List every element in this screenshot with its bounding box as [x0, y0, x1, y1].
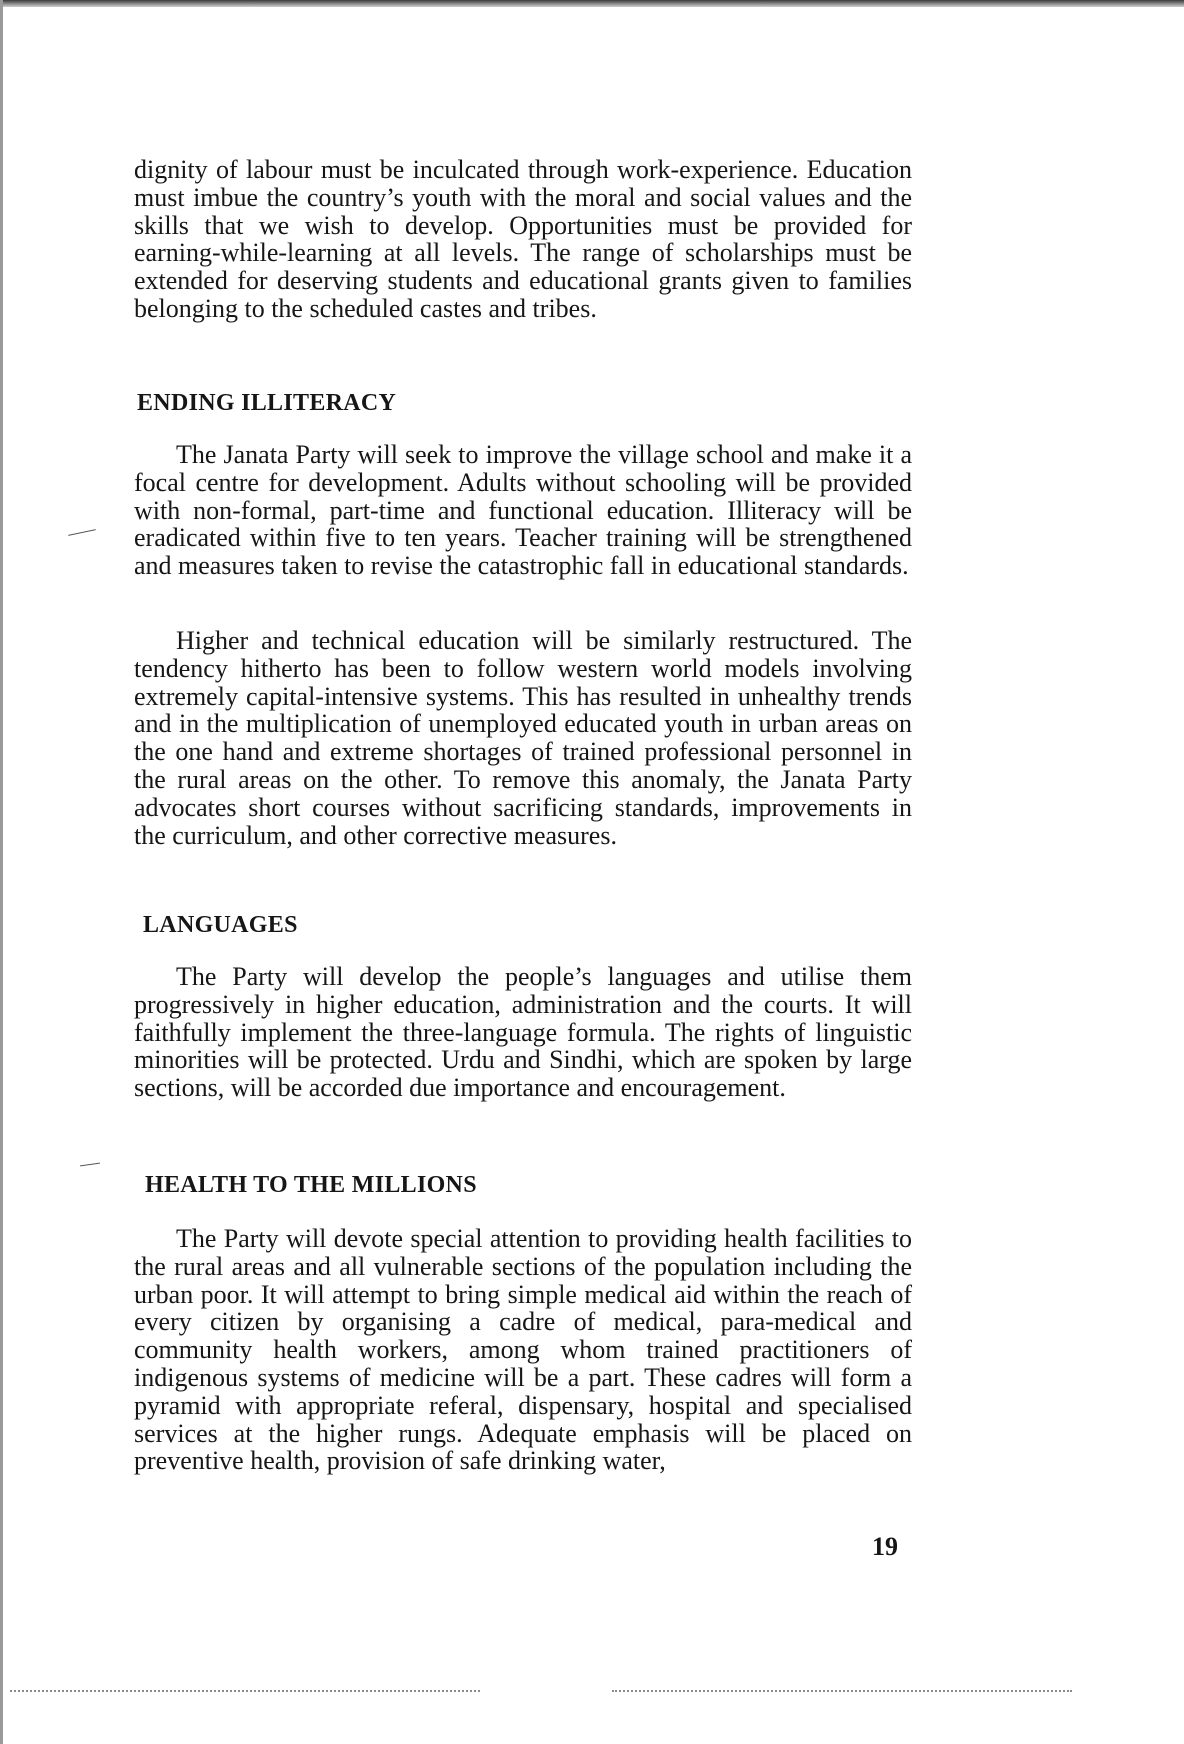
section-heading-ending-illiteracy: ENDING ILLITERACY	[137, 390, 397, 416]
intro-paragraph: dignity of labour must be inculcated through work-experience. Education must imbue the country’s youth with the moral and social values and the skills that we wish to develop. Opportunities must be provided for earning-while-learning at all levels. The range of scholarships must be extended for deserving students and educational grants given to families belonging to the scheduled castes and tribes.	[134, 155, 912, 323]
section-heading-languages: LANGUAGES	[143, 912, 298, 938]
ending-illiteracy-body-2	[134, 627, 912, 849]
health-body	[134, 1225, 912, 1475]
paragraph: Higher and technical education will be similarly restructured. The tendency hitherto has been to follow western world models involving extremely capital-intensive systems. This has resulted in unhealthy trends and in the multiplication of unemployed educated youth in urban areas on the one hand and extreme shortages of trained professional personnel in the rural areas on the other. To remove this anomaly, the Janata Party advocates short courses without sacrificing standards, improvements in the curriculum, and other corrective measures.	[134, 626, 912, 850]
paragraph: The Party will devote special attention to providing health facilities to the rural areas and all vulnerable sections of the population including the urban poor. It will attempt to bring simple medical aid within the reach of every citizen by organising a cadre of medical, para-medical and community health workers, among whom trained practitioners of indigenous systems of medicine will be a part. These cadres will form a pyramid with appropriate referal, dispensary, hospital and specialised services at the higher rungs. Adequate emphasis will be placed on preventive health, provision of safe drinking water,	[134, 1224, 912, 1476]
scan-border-top	[0, 0, 1184, 7]
margin-mark	[80, 1163, 100, 1167]
languages-body	[134, 963, 912, 1102]
margin-mark	[68, 529, 96, 536]
section-heading-health: HEALTH TO THE MILLIONS	[145, 1172, 477, 1198]
ending-illiteracy-body	[134, 441, 912, 580]
paragraph: The Party will develop the people’s languages and utilise them progressively in higher education, administration and the courts. It will faithfully implement the three-language formula. The rights of linguistic minorities will be protected. Urdu and Sindhi, which are spoken by large sections, will be accorded due importance and encouragement.	[134, 962, 912, 1103]
paragraph: The Janata Party will seek to improve the village school and make it a focal centre for development. Adults without schooling will be provided with non-formal, part-time and functional education. Illiteracy will be eradicated within five to ten years. Teacher training will be strengthened and measures taken to revise the catastrophic fall in educational standards.	[134, 440, 912, 581]
scan-border-left	[0, 0, 3, 1744]
scan-dots-bottom-right	[612, 1690, 1072, 1692]
scan-dots-bottom-left	[10, 1690, 480, 1692]
intro-block	[134, 156, 912, 323]
page-number: 19	[872, 1532, 898, 1561]
